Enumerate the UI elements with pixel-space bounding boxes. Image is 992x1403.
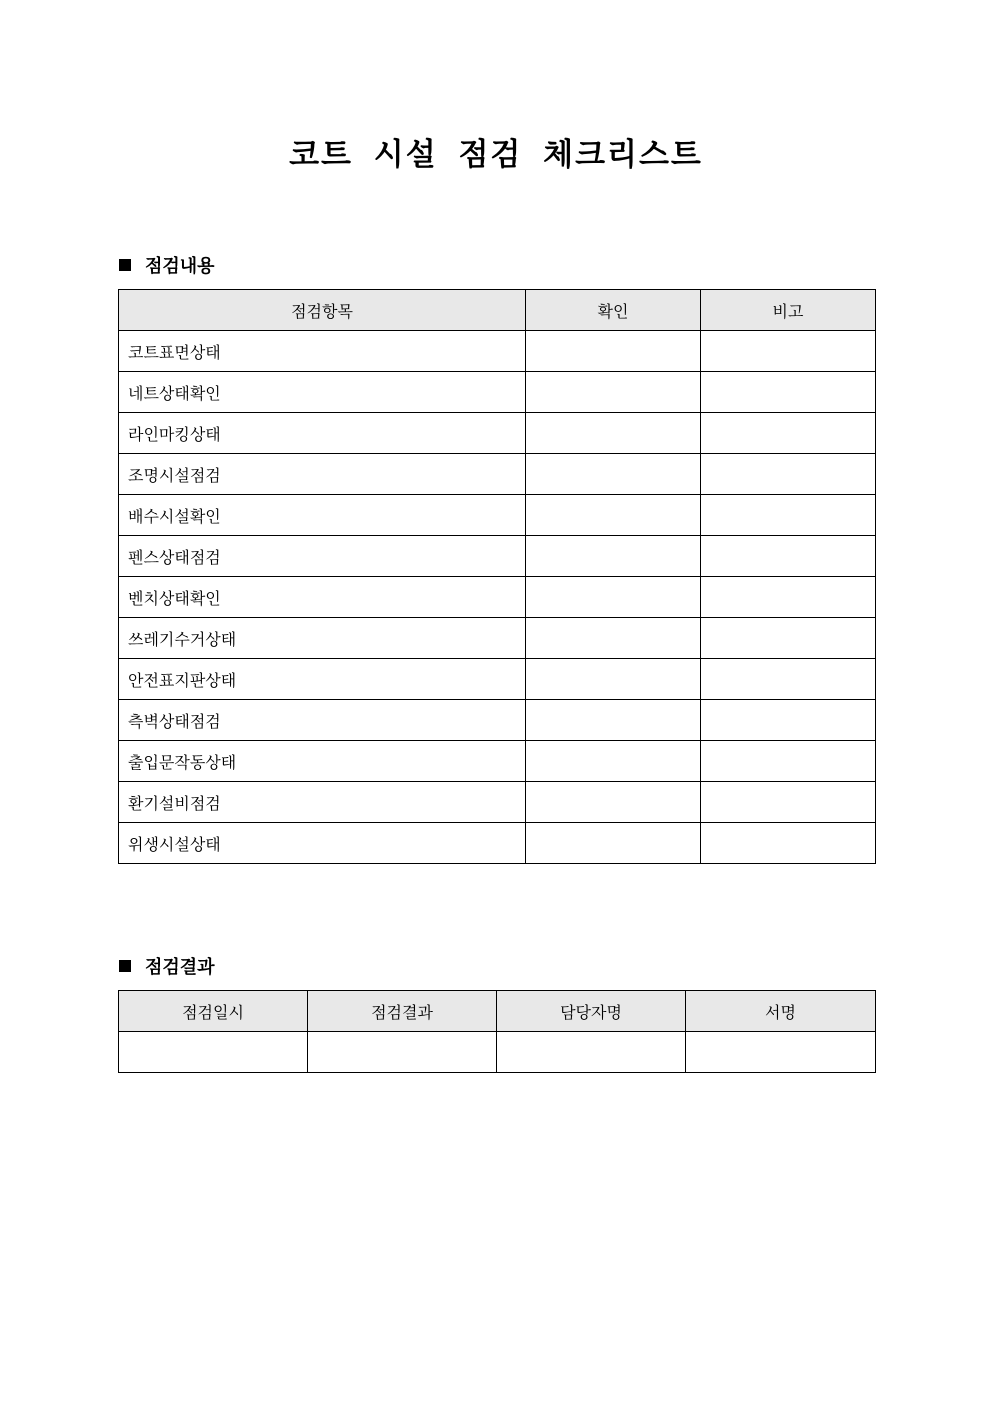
signature-cell[interactable] xyxy=(686,1032,876,1073)
item-label: 코트표면상태 xyxy=(119,331,526,372)
column-header-inspection-result: 점검결과 xyxy=(308,991,497,1032)
table-row xyxy=(119,495,876,536)
confirm-cell[interactable] xyxy=(526,536,701,577)
confirm-cell[interactable] xyxy=(526,372,701,413)
result-section-label: 점검결과 xyxy=(145,957,215,978)
remarks-cell[interactable] xyxy=(701,659,876,700)
item-label: 측벽상태점검 xyxy=(119,700,526,741)
item-label: 위생시설상태 xyxy=(119,823,526,864)
confirm-cell[interactable] xyxy=(526,782,701,823)
remarks-cell[interactable] xyxy=(701,331,876,372)
item-label: 출입문작동상태 xyxy=(119,741,526,782)
checklist-header-row xyxy=(119,290,876,331)
table-row xyxy=(119,659,876,700)
table-row xyxy=(119,782,876,823)
confirm-cell[interactable] xyxy=(526,823,701,864)
result-header-row xyxy=(119,991,876,1032)
confirm-cell[interactable] xyxy=(526,454,701,495)
manager-name-cell[interactable] xyxy=(497,1032,686,1073)
table-row xyxy=(119,372,876,413)
item-label: 펜스상태점검 xyxy=(119,536,526,577)
remarks-cell[interactable] xyxy=(701,577,876,618)
remarks-cell[interactable] xyxy=(701,495,876,536)
confirm-cell[interactable] xyxy=(526,495,701,536)
remarks-cell[interactable] xyxy=(701,782,876,823)
table-row xyxy=(119,413,876,454)
column-header-remarks: 비고 xyxy=(701,290,876,331)
column-header-manager-name: 담당자명 xyxy=(497,991,686,1032)
remarks-cell[interactable] xyxy=(701,454,876,495)
item-label: 환기설비점검 xyxy=(119,782,526,823)
inspection-section-label: 점검내용 xyxy=(145,256,215,277)
remarks-cell[interactable] xyxy=(701,618,876,659)
confirm-cell[interactable] xyxy=(526,659,701,700)
inspection-section-heading xyxy=(119,253,215,277)
remarks-cell[interactable] xyxy=(701,700,876,741)
column-header-item: 점검항목 xyxy=(119,290,526,331)
inspection-result-cell[interactable] xyxy=(308,1032,497,1073)
confirm-cell[interactable] xyxy=(526,331,701,372)
item-label: 라인마킹상태 xyxy=(119,413,526,454)
inspection-checklist-table xyxy=(118,289,876,864)
item-label: 네트상태확인 xyxy=(119,372,526,413)
remarks-cell[interactable] xyxy=(701,741,876,782)
table-row xyxy=(119,823,876,864)
table-row xyxy=(119,1032,876,1073)
item-label: 배수시설확인 xyxy=(119,495,526,536)
item-label: 조명시설점검 xyxy=(119,454,526,495)
inspection-result-table xyxy=(118,990,876,1073)
confirm-cell[interactable] xyxy=(526,700,701,741)
square-bullet-icon xyxy=(119,960,131,972)
table-row xyxy=(119,536,876,577)
table-row xyxy=(119,700,876,741)
remarks-cell[interactable] xyxy=(701,372,876,413)
confirm-cell[interactable] xyxy=(526,618,701,659)
item-label: 쓰레기수거상태 xyxy=(119,618,526,659)
table-row xyxy=(119,577,876,618)
item-label: 벤치상태확인 xyxy=(119,577,526,618)
square-bullet-icon xyxy=(119,259,131,271)
column-header-confirm: 확인 xyxy=(526,290,701,331)
remarks-cell[interactable] xyxy=(701,823,876,864)
result-section-heading xyxy=(119,954,215,978)
table-row xyxy=(119,454,876,495)
document-title: 코트 시설 점검 체크리스트 xyxy=(289,137,703,173)
column-header-inspection-datetime: 점검일시 xyxy=(119,991,308,1032)
remarks-cell[interactable] xyxy=(701,413,876,454)
table-row xyxy=(119,741,876,782)
confirm-cell[interactable] xyxy=(526,413,701,454)
item-label: 안전표지판상태 xyxy=(119,659,526,700)
confirm-cell[interactable] xyxy=(526,741,701,782)
column-header-signature: 서명 xyxy=(686,991,876,1032)
remarks-cell[interactable] xyxy=(701,536,876,577)
table-row xyxy=(119,331,876,372)
confirm-cell[interactable] xyxy=(526,577,701,618)
inspection-datetime-cell[interactable] xyxy=(119,1032,308,1073)
table-row xyxy=(119,618,876,659)
